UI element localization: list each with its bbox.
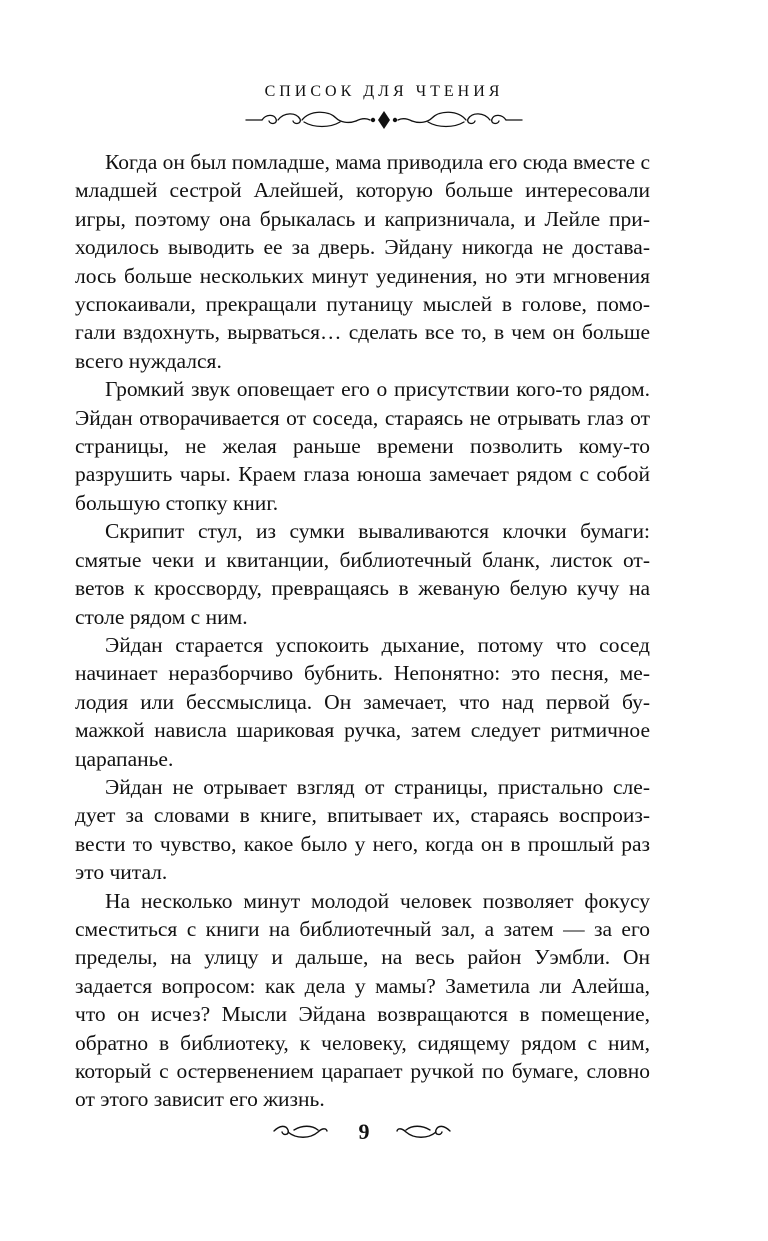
paragraph: Скрипит стул, из сумки вываливаются клочки бумаги: смятые чеки и квитанции, библиотечный бланк, листок ответов к кроссворду, превращаясь в жеваную белую кучу на столе рядом с ним. <box>75 519 650 629</box>
flourish-divider-icon <box>244 108 524 132</box>
paragraph: Эйдан старается успокоить дыхание, потому что сосед начинает неразборчиво бубнить. Непонятно: это песня, мелодия или бессмыслица. Он замечает, что над первой бумажкой нависла шариковая ручка, затем следует ритмичное царапанье. <box>75 632 650 771</box>
paragraph: Эйдан не отрывает взгляд от страницы, пристально следует за словами в книге, впитывает их, стараясь воспроизвести то чувство, какое было у него, когда он в прошлый раз это читал. <box>75 774 650 885</box>
page-number: 9 <box>358 1119 370 1144</box>
flourish-right-icon <box>396 1121 452 1143</box>
paragraph: Громкий звук оповещает его о присутствии кого-то рядом. Эйдан отворачивается от соседа, стараясь не отрывать глаз от страницы, не желая раньше времени позволить кому-то разрушить чары. Краем глаза юноша замечает рядом с собой большую стопку книг. <box>75 377 650 515</box>
paragraph: Когда он был помладше, мама приводила его сюда вместе с младшей сестрой Алейшей, которую больше интересовали игры, поэтому она брыкалась и капризничала, и Лейле приходилось выводить ее за дверь. Эйдану никогда не доставалось больше нескольких минут уединения, но эти мгновения успокаивали, прекращали путаницу мыслей в голове, помогали вздохнуть, вырваться… сделать все то, в чем он больше всего нуждался. <box>75 150 650 373</box>
page-footer <box>0 1117 768 1147</box>
flourish-left-icon <box>272 1121 328 1143</box>
running-title: СПИСОК ДЛЯ ЧТЕНИЯ <box>264 83 504 100</box>
paragraph: На несколько минут молодой человек позволяет фокусу сместиться с книги на библиотечный зал, а затем — за его пределы, на улицу и дальше, на весь район Уэмбли. Он задается вопросом: как дела у мамы? Заметила ли Алейша, что он исчез? Мысли Эйдана возвращаются в помещение, обратно в библиотеку, к человеку, сидящему рядом с ним, который с остервенением царапает ручкой по бумаге, словно от этого зависит его жизнь. <box>75 888 650 1112</box>
body-text <box>75 148 650 1114</box>
